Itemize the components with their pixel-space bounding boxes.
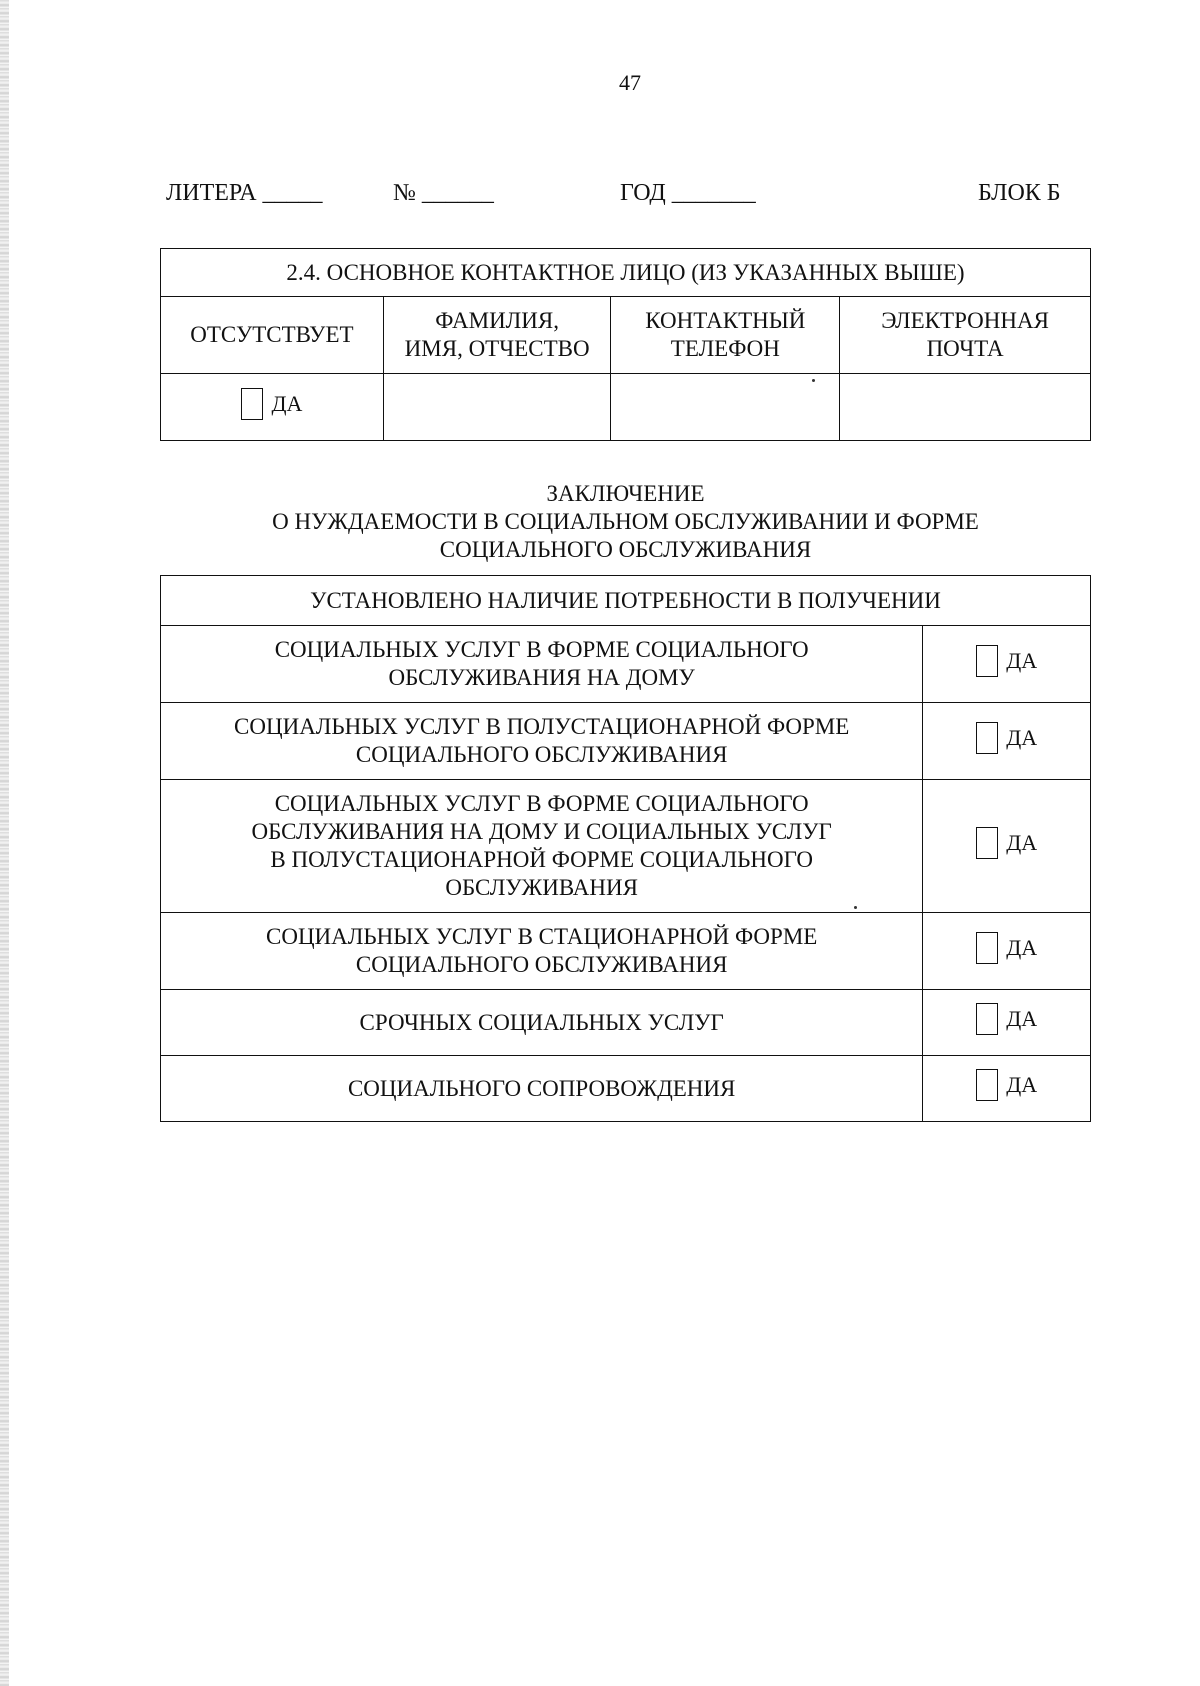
- header-year: ГОД _______: [620, 180, 756, 206]
- full-name-field[interactable]: [383, 374, 611, 441]
- need-label: [161, 780, 923, 913]
- need-checkbox[interactable]: [976, 645, 1037, 677]
- table-row: [161, 703, 1091, 780]
- table-row: [161, 913, 1091, 990]
- need-checkbox-cell: [923, 703, 1091, 780]
- need-checkbox-label: ДА: [1006, 1006, 1038, 1031]
- need-label-line: СОЦИАЛЬНЫХ УСЛУГ В ФОРМЕ СОЦИАЛЬНОГО: [274, 637, 809, 662]
- column-absent: [161, 297, 384, 374]
- table-row: [161, 626, 1091, 703]
- need-label: [161, 990, 923, 1056]
- table-row: [161, 780, 1091, 913]
- phone-field[interactable]: [611, 374, 840, 441]
- checkbox-icon[interactable]: [976, 932, 998, 964]
- checkbox-icon[interactable]: [241, 388, 263, 420]
- column-phone-line2: ТЕЛЕФОН: [670, 336, 780, 361]
- header-number: № ______: [393, 180, 494, 206]
- need-checkbox-cell: [923, 626, 1091, 703]
- need-label-line: ОБСЛУЖИВАНИЯ НА ДОМУ: [388, 665, 695, 690]
- need-label: [161, 626, 923, 703]
- needs-table-header: УСТАНОВЛЕНО НАЛИЧИЕ ПОТРЕБНОСТИ В ПОЛУЧЕНИИ: [161, 576, 1091, 626]
- need-label-line: СОЦИАЛЬНОГО СОПРОВОЖДЕНИЯ: [347, 1075, 736, 1101]
- need-checkbox[interactable]: [976, 722, 1037, 754]
- contact-table: [160, 248, 1091, 441]
- absent-checkbox-label: ДА: [271, 390, 303, 416]
- column-full-name-line2: ИМЯ, ОТЧЕСТВО: [404, 336, 590, 361]
- need-checkbox[interactable]: [976, 1069, 1037, 1101]
- need-label-line: СРОЧНЫХ СОЦИАЛЬНЫХ УСЛУГ: [359, 1009, 724, 1035]
- conclusion-heading: [160, 480, 1091, 564]
- column-email-line1: ЭЛЕКТРОННАЯ: [881, 308, 1049, 333]
- need-checkbox[interactable]: [976, 827, 1037, 859]
- column-phone: [611, 297, 840, 374]
- header-litera: ЛИТЕРА _____: [166, 180, 323, 206]
- need-checkbox-cell: [923, 990, 1091, 1056]
- conclusion-line3: СОЦИАЛЬНОГО ОБСЛУЖИВАНИЯ: [439, 537, 812, 562]
- checkbox-icon[interactable]: [976, 1003, 998, 1035]
- table-row: [161, 990, 1091, 1056]
- need-label-line: СОЦИАЛЬНЫХ УСЛУГ В СТАЦИОНАРНОЙ ФОРМЕ: [266, 924, 818, 949]
- need-label: [161, 1056, 923, 1122]
- absent-cell: [161, 374, 384, 441]
- need-label-line: ОБСЛУЖИВАНИЯ НА ДОМУ И СОЦИАЛЬНЫХ УСЛУГ: [251, 819, 832, 844]
- need-checkbox[interactable]: [976, 1003, 1037, 1035]
- need-label: [161, 913, 923, 990]
- need-label: [161, 703, 923, 780]
- email-field[interactable]: [840, 374, 1091, 441]
- need-checkbox-cell: [923, 780, 1091, 913]
- column-full-name-line1: ФАМИЛИЯ,: [435, 308, 559, 333]
- conclusion-line2: О НУЖДАЕМОСТИ В СОЦИАЛЬНОМ ОБСЛУЖИВАНИИ И ФОРМЕ: [272, 509, 979, 534]
- need-label-line: СОЦИАЛЬНЫХ УСЛУГ В ПОЛУСТАЦИОНАРНОЙ ФОРМЕ: [234, 714, 850, 739]
- need-label-line: СОЦИАЛЬНОГО ОБСЛУЖИВАНИЯ: [355, 952, 728, 977]
- needs-table: [160, 575, 1091, 1122]
- checkbox-icon[interactable]: [976, 645, 998, 677]
- scan-speck: [812, 379, 815, 382]
- column-phone-line1: КОНТАКТНЫЙ: [645, 308, 806, 333]
- checkbox-icon[interactable]: [976, 722, 998, 754]
- checkbox-icon[interactable]: [976, 1069, 998, 1101]
- table-row: [161, 1056, 1091, 1122]
- need-label-line: В ПОЛУСТАЦИОНАРНОЙ ФОРМЕ СОЦИАЛЬНОГО: [270, 847, 813, 872]
- scan-edge: [0, 0, 9, 1686]
- column-email-line2: ПОЧТА: [926, 336, 1004, 361]
- need-checkbox-label: ДА: [1006, 724, 1038, 750]
- absent-checkbox[interactable]: [241, 388, 302, 420]
- need-checkbox-cell: [923, 913, 1091, 990]
- need-checkbox[interactable]: [976, 932, 1037, 964]
- need-checkbox-label: ДА: [1006, 829, 1038, 855]
- need-checkbox-cell: [923, 1056, 1091, 1122]
- checkbox-icon[interactable]: [976, 827, 998, 859]
- contact-table-title: 2.4. ОСНОВНОЕ КОНТАКТНОЕ ЛИЦО (ИЗ УКАЗАННЫХ ВЫШЕ): [161, 249, 1091, 297]
- scan-speck: [854, 906, 857, 909]
- header-block: БЛОК Б: [978, 180, 1061, 206]
- page-number: 47: [619, 70, 641, 95]
- column-full-name: [383, 297, 611, 374]
- need-checkbox-label: ДА: [1006, 1072, 1038, 1097]
- need-label-line: ОБСЛУЖИВАНИЯ: [445, 875, 638, 900]
- need-label-line: СОЦИАЛЬНЫХ УСЛУГ В ФОРМЕ СОЦИАЛЬНОГО: [274, 791, 809, 816]
- need-label-line: СОЦИАЛЬНОГО ОБСЛУЖИВАНИЯ: [355, 742, 728, 767]
- column-email: [840, 297, 1091, 374]
- need-checkbox-label: ДА: [1006, 647, 1038, 673]
- need-checkbox-label: ДА: [1006, 934, 1038, 960]
- conclusion-line1: ЗАКЛЮЧЕНИЕ: [546, 481, 705, 506]
- column-absent-label: ОТСУТСТВУЕТ: [190, 322, 354, 347]
